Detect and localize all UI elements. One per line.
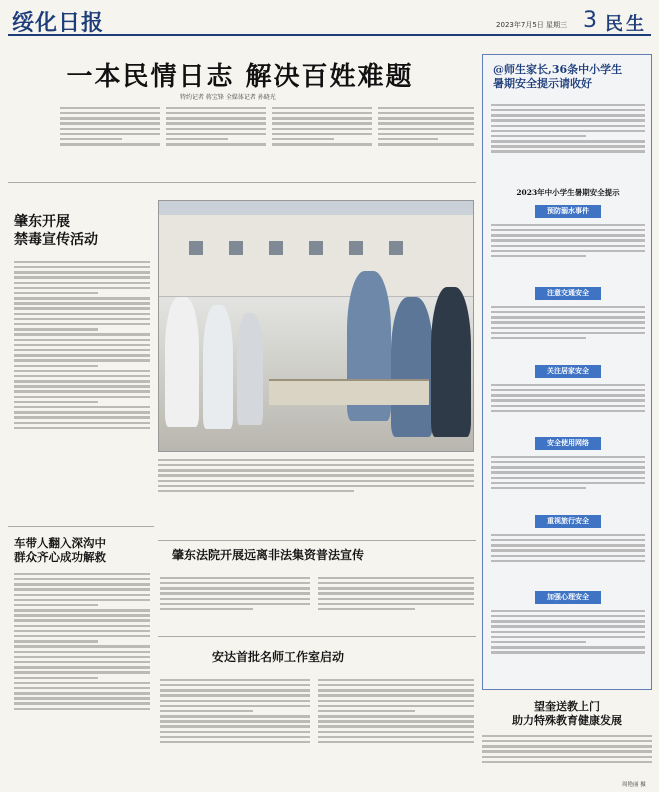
text-line	[14, 328, 98, 330]
text-line	[160, 603, 310, 605]
text-line	[160, 720, 310, 722]
text-line	[14, 318, 150, 320]
text-line	[491, 641, 586, 643]
text-line	[378, 122, 474, 124]
safety-intro	[491, 101, 645, 181]
text-line	[160, 694, 310, 696]
text-line	[14, 604, 98, 606]
text-line	[160, 725, 310, 727]
text-line	[14, 375, 150, 377]
text-line	[160, 736, 310, 738]
photo-caption	[158, 456, 474, 495]
text-line	[491, 229, 645, 231]
story-court-title: 肇东法院开展远离非法集资普法宣传	[172, 548, 365, 562]
text-line	[158, 474, 474, 476]
photo-table	[269, 379, 429, 405]
text-line	[491, 389, 645, 391]
text-line	[14, 578, 150, 580]
text-line	[158, 469, 474, 471]
text-line	[166, 128, 266, 130]
text-line	[491, 610, 645, 612]
text-line	[60, 128, 160, 130]
text-line	[482, 761, 652, 763]
text-line	[14, 645, 150, 647]
tag-traffic: 注意交通安全	[535, 287, 601, 300]
text-line	[491, 646, 645, 648]
text-line	[491, 487, 586, 489]
text-line	[60, 143, 160, 145]
text-line	[14, 339, 150, 341]
text-line	[318, 731, 474, 733]
text-line	[318, 715, 474, 717]
section-name: 民生	[605, 14, 647, 35]
text-line	[318, 725, 474, 727]
text-line	[482, 756, 652, 758]
text-line	[160, 598, 310, 600]
photo-student	[237, 313, 263, 425]
text-line	[14, 370, 150, 372]
text-line	[60, 117, 160, 119]
text-line	[160, 689, 310, 691]
tag-drowning: 预防溺水事件	[535, 205, 601, 218]
text-line	[14, 297, 150, 299]
text-line	[491, 544, 645, 546]
text-line	[482, 735, 652, 737]
text-line	[160, 710, 253, 712]
text-line	[14, 708, 150, 710]
text-line	[491, 327, 645, 329]
text-line	[491, 104, 645, 106]
text-line	[14, 416, 150, 418]
news-photo	[158, 200, 474, 452]
text-line	[491, 114, 645, 116]
text-line	[14, 677, 98, 679]
text-line	[318, 741, 474, 743]
text-line	[318, 587, 474, 589]
text-line	[272, 133, 372, 135]
text-line	[272, 107, 372, 109]
text-line	[160, 587, 310, 589]
text-line	[160, 731, 310, 733]
lead-body-col2	[166, 104, 266, 174]
photo-credit: 周艳丽 摄	[622, 782, 646, 788]
text-line	[378, 133, 474, 135]
text-line	[14, 692, 150, 694]
text-line	[491, 337, 586, 339]
text-line	[378, 128, 474, 130]
text-line	[491, 477, 645, 479]
lead-byline: 特约记者 蒋宝锋 全媒体记者 孙晓光	[180, 94, 276, 101]
story-car-title: 车带人翻入深沟中 群众齐心成功解救	[14, 536, 106, 565]
photo-officer	[391, 297, 433, 437]
page-number: 3	[583, 8, 597, 33]
text-line	[491, 615, 645, 617]
text-line	[491, 560, 645, 562]
text-line	[491, 145, 645, 147]
text-line	[272, 117, 372, 119]
text-line	[491, 394, 645, 396]
text-line	[14, 625, 150, 627]
text-line	[272, 112, 372, 114]
text-line	[14, 390, 150, 392]
text-line	[14, 302, 150, 304]
text-line	[14, 276, 150, 278]
text-line	[491, 549, 645, 551]
text-line	[491, 471, 645, 473]
text-line	[378, 112, 474, 114]
text-line	[491, 625, 645, 627]
text-line	[318, 592, 474, 594]
text-line	[160, 741, 310, 743]
text-line	[166, 107, 266, 109]
text-line	[14, 609, 150, 611]
text-line	[14, 385, 150, 387]
story-court-body-1	[160, 574, 310, 630]
tag-network: 安全使用网络	[535, 437, 601, 450]
text-line	[482, 745, 652, 747]
text-line	[166, 112, 266, 114]
text-line	[318, 710, 415, 712]
list-network	[491, 453, 645, 509]
story-drug-body	[14, 258, 150, 522]
text-line	[491, 332, 645, 334]
text-line	[14, 365, 98, 367]
text-line	[158, 490, 354, 492]
text-line	[272, 128, 372, 130]
text-line	[318, 577, 474, 579]
list-drowning	[491, 221, 645, 283]
text-line	[158, 480, 474, 482]
lead-body-col1	[60, 104, 160, 174]
divider	[8, 182, 476, 183]
list-home	[491, 381, 645, 431]
safety-subtitle: 2023年中小学生暑期安全提示	[516, 188, 620, 197]
text-line	[318, 684, 474, 686]
text-line	[378, 143, 474, 145]
text-line	[166, 138, 228, 140]
text-line	[166, 117, 266, 119]
text-line	[158, 464, 474, 466]
text-line	[14, 599, 150, 601]
text-line	[14, 697, 150, 699]
photo-window	[229, 241, 243, 255]
text-line	[14, 292, 98, 294]
text-line	[491, 631, 645, 633]
text-line	[318, 608, 415, 610]
text-line	[491, 224, 645, 226]
text-line	[14, 583, 150, 585]
text-line	[14, 687, 150, 689]
story-court-body-2	[318, 574, 474, 630]
text-line	[14, 588, 150, 590]
text-line	[491, 620, 645, 622]
text-line	[60, 133, 160, 135]
text-line	[14, 682, 150, 684]
lead-headline: 一本民情日志 解决百姓难题	[66, 62, 414, 92]
text-line	[491, 555, 645, 557]
text-line	[60, 122, 160, 124]
text-line	[491, 399, 645, 401]
text-line	[318, 603, 474, 605]
text-line	[491, 150, 645, 152]
photo-window	[389, 241, 403, 255]
text-line	[491, 410, 645, 412]
text-line	[60, 112, 160, 114]
text-line	[160, 608, 253, 610]
newspaper-logo: 绥化日报	[12, 10, 105, 36]
tag-home: 关注居家安全	[535, 365, 601, 378]
text-line	[166, 122, 266, 124]
tag-travel: 重视旅行安全	[535, 515, 601, 528]
lead-body-col3	[272, 104, 372, 174]
text-line	[491, 311, 645, 313]
text-line	[491, 466, 645, 468]
text-line	[491, 539, 645, 541]
text-line	[14, 411, 150, 413]
text-line	[160, 700, 310, 702]
text-line	[160, 577, 310, 579]
text-line	[14, 656, 150, 658]
safety-tips-title: @师生家长,36条中小学生 暑期安全提示请收好	[493, 63, 623, 90]
text-line	[14, 380, 150, 382]
story-health-body	[482, 732, 652, 782]
safety-tips-panel	[482, 54, 652, 690]
text-line	[491, 239, 645, 241]
text-line	[491, 130, 645, 132]
text-line	[14, 635, 150, 637]
text-line	[272, 122, 372, 124]
text-line	[491, 636, 645, 638]
text-line	[491, 245, 645, 247]
story-car-body	[14, 570, 150, 786]
text-line	[318, 689, 474, 691]
text-line	[272, 138, 334, 140]
text-line	[14, 271, 150, 273]
list-traffic	[491, 303, 645, 359]
text-line	[14, 354, 150, 356]
text-line	[491, 534, 645, 536]
text-line	[14, 594, 150, 596]
text-line	[158, 485, 474, 487]
text-line	[160, 715, 310, 717]
text-line	[14, 427, 150, 429]
text-line	[318, 700, 474, 702]
text-line	[378, 138, 438, 140]
text-line	[160, 582, 310, 584]
divider	[158, 540, 476, 541]
text-line	[14, 323, 150, 325]
text-line	[318, 582, 474, 584]
text-line	[491, 651, 645, 653]
text-line	[14, 422, 150, 424]
list-travel	[491, 531, 645, 585]
text-line	[14, 651, 150, 653]
text-line	[14, 661, 150, 663]
text-line	[14, 630, 150, 632]
text-line	[14, 313, 150, 315]
text-line	[491, 234, 645, 236]
text-line	[491, 119, 645, 121]
photo-window	[269, 241, 283, 255]
text-line	[14, 333, 150, 335]
story-andai-title: 安达首批名师工作室启动	[212, 650, 345, 664]
photo-student	[203, 305, 233, 429]
lead-body-col4	[378, 104, 474, 174]
text-line	[60, 138, 122, 140]
text-line	[160, 679, 310, 681]
text-line	[378, 107, 474, 109]
photo-officer	[431, 287, 471, 437]
text-line	[318, 736, 474, 738]
text-line	[166, 143, 266, 145]
text-line	[318, 694, 474, 696]
text-line	[318, 705, 474, 707]
text-line	[14, 614, 150, 616]
text-line	[491, 140, 645, 142]
photo-building	[159, 215, 474, 297]
story-health-title: 望奎送教上门 助力特殊教育健康发展	[512, 700, 622, 727]
text-line	[491, 482, 645, 484]
text-line	[378, 117, 474, 119]
text-line	[14, 619, 150, 621]
text-line	[491, 255, 586, 257]
text-line	[14, 702, 150, 704]
text-line	[318, 598, 474, 600]
photo-window	[349, 241, 363, 255]
text-line	[160, 684, 310, 686]
tag-mental: 加强心理安全	[535, 591, 601, 604]
text-line	[14, 359, 150, 361]
text-line	[14, 282, 150, 284]
text-line	[491, 461, 645, 463]
text-line	[491, 456, 645, 458]
text-line	[166, 133, 266, 135]
text-line	[158, 459, 474, 461]
text-line	[482, 740, 652, 742]
text-line	[160, 705, 310, 707]
story-andai-body-1	[160, 676, 310, 786]
text-line	[491, 135, 586, 137]
text-line	[160, 592, 310, 594]
photo-student	[165, 297, 199, 427]
text-line	[14, 573, 150, 575]
text-line	[318, 679, 474, 681]
text-line	[491, 321, 645, 323]
text-line	[491, 125, 645, 127]
text-line	[482, 750, 652, 752]
issue-date: 2023年7月5日 星期三	[496, 21, 567, 29]
text-line	[14, 671, 150, 673]
photo-window	[189, 241, 203, 255]
text-line	[491, 316, 645, 318]
text-line	[318, 720, 474, 722]
text-line	[14, 307, 150, 309]
text-line	[14, 266, 150, 268]
masthead	[8, 6, 651, 36]
text-line	[491, 306, 645, 308]
text-line	[60, 107, 160, 109]
photo-window	[309, 241, 323, 255]
divider	[8, 526, 154, 527]
story-andai-body-2	[318, 676, 474, 786]
text-line	[491, 405, 645, 407]
text-line	[14, 349, 150, 351]
text-line	[14, 396, 150, 398]
text-line	[14, 406, 150, 408]
list-mental	[491, 607, 645, 685]
text-line	[491, 384, 645, 386]
text-line	[14, 401, 98, 403]
text-line	[14, 666, 150, 668]
divider	[158, 636, 476, 637]
text-line	[14, 344, 150, 346]
text-line	[491, 109, 645, 111]
text-line	[14, 287, 150, 289]
text-line	[14, 640, 98, 642]
text-line	[272, 143, 372, 145]
text-line	[14, 261, 150, 263]
story-drug-title: 肇东开展 禁毒宣传活动	[14, 214, 98, 248]
text-line	[491, 250, 645, 252]
